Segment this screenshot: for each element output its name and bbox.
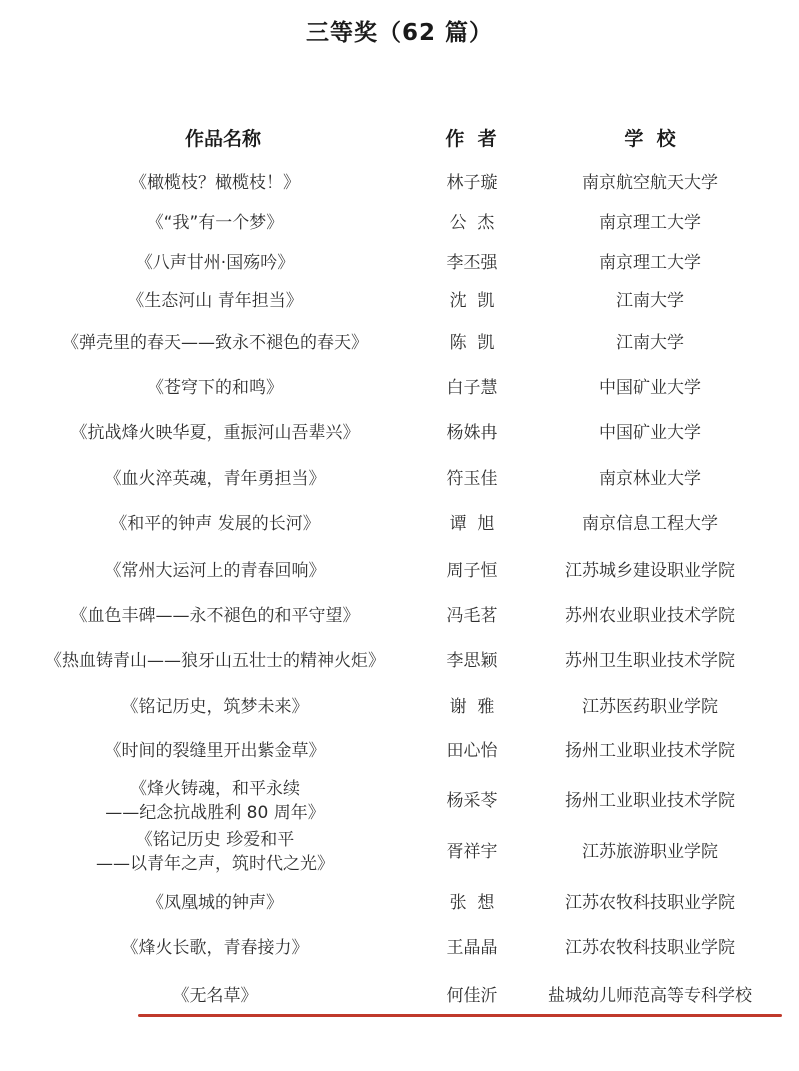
work-title: 《凤凰城的钟声》 <box>147 893 283 913</box>
school-name: 江苏医药职业学院 <box>582 697 718 717</box>
page-title: 三等奖（62 篇） <box>305 20 493 46</box>
work-title: 《铭记历史 珍爱和平 ——以青年之声，筑时代之光》 <box>96 830 334 874</box>
author-name: 李丕强 <box>446 253 498 273</box>
school-name: 南京信息工程大学 <box>582 514 718 534</box>
work-title: 《血火淬英魂，青年勇担当》 <box>104 469 326 489</box>
work-title: 《和平的钟声 发展的长河》 <box>110 514 320 534</box>
school-name: 江南大学 <box>616 333 684 353</box>
work-title: 《烽火长歌，青春接力》 <box>121 938 309 958</box>
work-title: 《热血铸青山——狼牙山五壮士的精神火炬》 <box>45 651 385 671</box>
school-name: 南京航空航天大学 <box>582 173 718 193</box>
school-name: 南京理工大学 <box>599 253 701 273</box>
header-author: 作 者 <box>445 128 497 150</box>
work-title: 《苍穹下的和鸣》 <box>147 378 283 398</box>
work-title: 《时间的裂缝里开出紫金草》 <box>104 741 326 761</box>
author-name: 杨姝冉 <box>446 423 498 443</box>
header-school: 学 校 <box>624 128 676 150</box>
school-name: 南京理工大学 <box>599 213 701 233</box>
author-name: 田心怡 <box>446 741 498 761</box>
school-name: 扬州工业职业技术学院 <box>565 791 735 811</box>
school-name: 苏州卫生职业技术学院 <box>565 651 735 671</box>
author-name: 谭 旭 <box>449 514 495 534</box>
work-title: 《八声甘州·国殇吟》 <box>135 253 295 273</box>
school-name: 盐城幼儿师范高等专科学校 <box>548 986 752 1006</box>
school-name: 中国矿业大学 <box>599 423 701 443</box>
author-name: 胥祥宇 <box>446 842 498 862</box>
author-name: 沈 凯 <box>449 291 495 311</box>
author-name: 谢 雅 <box>449 697 495 717</box>
school-name: 南京林业大学 <box>599 469 701 489</box>
author-name: 周子恒 <box>446 561 498 581</box>
author-name: 公 杰 <box>449 213 495 233</box>
school-name: 江苏农牧科技职业学院 <box>565 938 735 958</box>
header-work-name: 作品名称 <box>184 128 261 150</box>
work-title: 《血色丰碑——永不褪色的和平守望》 <box>70 606 360 626</box>
author-name: 符玉佳 <box>446 469 498 489</box>
school-name: 江南大学 <box>616 291 684 311</box>
work-title: 《烽火铸魂，和平永续 ——纪念抗战胜利 80 周年》 <box>105 779 325 823</box>
work-title: 《“我”有一个梦》 <box>146 213 284 233</box>
author-name: 张 想 <box>449 893 495 913</box>
school-name: 中国矿业大学 <box>599 378 701 398</box>
work-title: 《抗战烽火映华夏，重振河山吾辈兴》 <box>70 423 360 443</box>
school-name: 江苏城乡建设职业学院 <box>565 561 735 581</box>
work-title: 《弹壳里的春天——致永不褪色的春天》 <box>62 333 368 353</box>
author-name: 王晶晶 <box>446 938 498 958</box>
work-title: 《常州大运河上的青春回响》 <box>104 561 326 581</box>
author-name: 陈 凯 <box>449 333 495 353</box>
work-title: 《橄榄枝？橄榄枝！》 <box>130 173 300 193</box>
author-name: 李思颖 <box>446 651 498 671</box>
school-name: 扬州工业职业技术学院 <box>565 741 735 761</box>
work-title: 《生态河山 青年担当》 <box>127 291 303 311</box>
author-name: 何佳沂 <box>446 986 498 1006</box>
school-name: 苏州农业职业技术学院 <box>565 606 735 626</box>
author-name: 杨采苓 <box>446 791 498 811</box>
work-title: 《铭记历史，筑梦未来》 <box>121 697 309 717</box>
highlight-underline <box>138 1014 782 1017</box>
author-name: 冯毛茗 <box>446 606 498 626</box>
work-title: 《无名草》 <box>172 986 258 1006</box>
school-name: 江苏旅游职业学院 <box>582 842 718 862</box>
author-name: 白子慧 <box>446 378 498 398</box>
school-name: 江苏农牧科技职业学院 <box>565 893 735 913</box>
author-name: 林子璇 <box>446 173 498 193</box>
